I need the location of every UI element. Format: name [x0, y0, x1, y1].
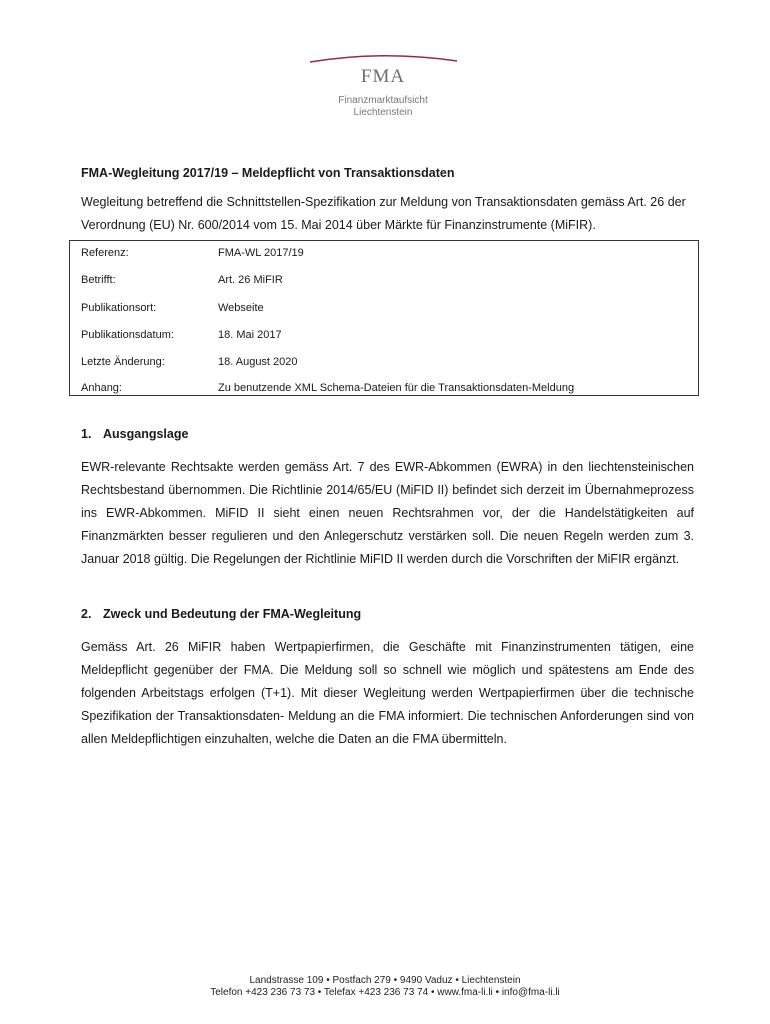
ref-label: Referenz: [81, 247, 129, 259]
intro-paragraph: Wegleitung betreffend die Schnittstellen-Spezifikation zur Meldung von Transaktionsdaten gemäss Art. 26 der Verordnung (EU) Nr. 600/2014 vom 15. Mai 2014 über Märkte für Finanzinstrumente (MiFIR). [81, 195, 686, 232]
ref-label: Publikationsdatum: [81, 329, 174, 341]
logo-subtitle [305, 95, 461, 119]
ref-label: Anhang: [81, 382, 122, 394]
section-title: Zweck und Bedeutung der FMA-Wegleitung [103, 607, 362, 621]
section-heading-ausgangslage [81, 427, 188, 441]
reference-table [69, 240, 699, 396]
ref-label: Letzte Änderung: [81, 356, 165, 368]
ref-value: Zu benutzende XML Schema-Dateien für die Transaktionsdaten-Meldung [218, 382, 575, 394]
footer-contact: Telefon +423 236 73 73 • Telefax +423 236 73 74 • www.fma-li.li • info@fma-li.li [210, 987, 560, 998]
ref-value: Art. 26 MiFIR [218, 274, 283, 286]
ref-value: 18. August 2020 [218, 356, 298, 368]
footer [0, 975, 770, 999]
ref-value: 18. Mai 2017 [218, 329, 282, 341]
ref-label: Betrifft: [81, 274, 116, 286]
footer-address: Landstrasse 109 • Postfach 279 • 9490 Vaduz • Liechtenstein [249, 975, 521, 986]
section-paragraph-ausgangslage: EWR-relevante Rechtsakte werden gemäss Art. 7 des EWR-Abkommen (EWRA) in den liechtensteinischen Rechtsbestand übernommen. Die Richtlinie 2014/65/EU (MiFID II) befindet sich derzeit im Übernahmeprozess ins EWR-Abkommen. MiFID II sieht einen neuen Rechtsrahmen vor, der die Handelstätigkeiten auf Finanzmärkten besser regulieren und den Anlegerschutz verstärken soll. Die neuen Regeln werden zum 3. Januar 2018 gültig. Die Regelungen der Richtlinie MiFID II werden durch die Vorschriften der MiFIR ergänzt. [81, 460, 694, 566]
section-number: 2. [81, 607, 92, 621]
section-title: Ausgangslage [103, 427, 189, 441]
logo-name: FMA [360, 66, 406, 87]
fma-logo [305, 52, 465, 122]
document-title: FMA-Wegleitung 2017/19 – Meldepflicht von Transaktionsdaten [81, 166, 455, 180]
logo-subtitle-line1: Finanzmarktaufsicht [338, 95, 428, 106]
ref-value: FMA-WL 2017/19 [218, 247, 304, 259]
ref-value: Webseite [218, 302, 264, 314]
section-number: 1. [81, 427, 92, 441]
logo-subtitle-line2: Liechtenstein [353, 107, 413, 118]
section-paragraph-zweck: Gemäss Art. 26 MiFIR haben Wertpapierfirmen, die Geschäfte mit Finanzinstrumenten tätigen, eine Meldepflicht gegenüber der FMA. Die Meldung soll so schnell wie möglich und spätestens am Ende des folgenden Arbeitstags erfolgen (T+1). Mit dieser Wegleitung werden Wertpapierfirmen über die technische Spezifikation der Transaktionsdaten- Meldung an die FMA informiert. Die technischen Anforderungen sind von allen Meldepflichtigen einzuhalten, welche die Daten an die FMA übermitteln. [81, 640, 694, 746]
section-heading-zweck [81, 607, 361, 621]
ref-label: Publikationsort: [81, 302, 157, 314]
